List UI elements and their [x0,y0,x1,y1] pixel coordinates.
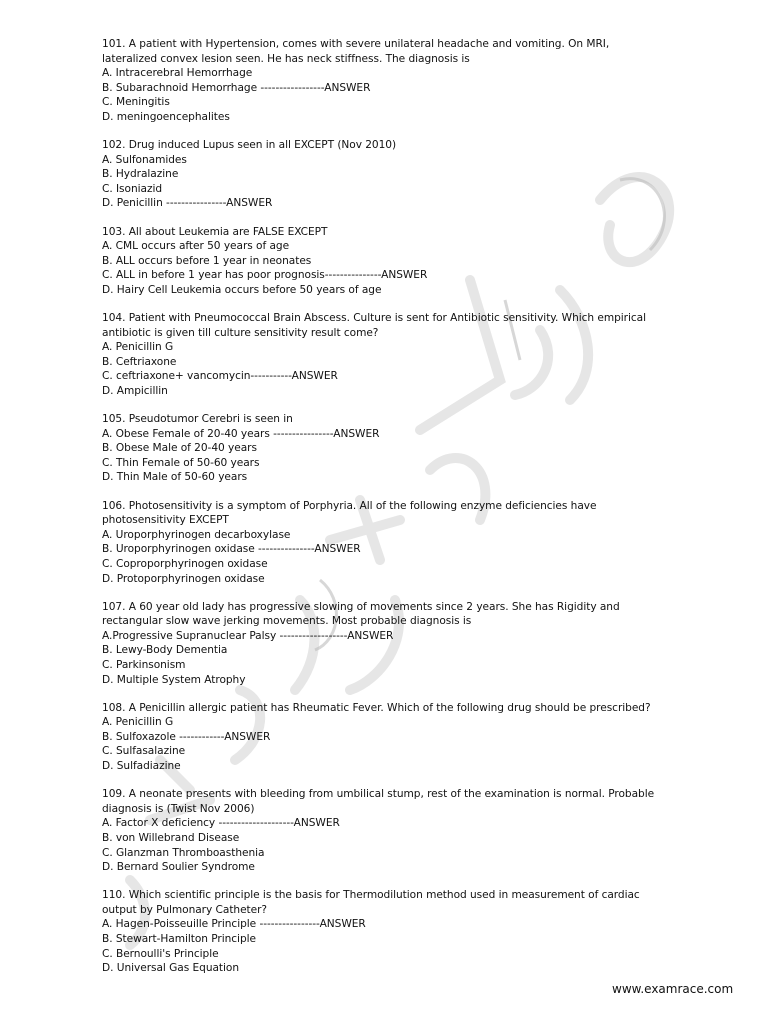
question-text: photosensitivity EXCEPT [102,514,229,527]
question-104 [102,311,702,399]
option-a: A. CML occurs after 50 years of age [102,240,290,253]
option-a: A. Obese Female of 20-40 years ----------------ANSWER [102,427,380,440]
question-text: 107. A 60 year old lady has progressive slowing of movements since 2 years. She has Rigidity and [102,600,620,613]
question-110 [102,888,702,976]
option-d: D. Bernard Soulier Syndrome [102,861,255,874]
option-c: C. ceftriaxone+ vancomycin-----------ANSWER [102,370,338,383]
question-105 [102,412,702,485]
question-101 [102,37,702,125]
option-b: B. Hydralazine [102,168,179,181]
option-d: D. Thin Male of 50-60 years [102,471,248,484]
option-d: D. Universal Gas Equation [102,962,240,975]
option-a: A. Sulfonamides [102,153,187,166]
option-b: B. Uroporphyrinogen oxidase ---------------ANSWER [102,543,361,556]
question-106 [102,499,702,587]
option-d: D. Sulfadiazine [102,760,181,773]
question-text: 104. Patient with Pneumococcal Brain Abscess. Culture is sent for Antibiotic sensitivity. Which empirical [102,312,646,324]
option-c: C. Parkinsonism [102,658,186,671]
option-d: D. Hairy Cell Leukemia occurs before 50 years of age [102,283,382,296]
option-d: D. Ampicillin [102,384,168,397]
option-c: C. Glanzman Thromboasthenia [102,846,265,859]
option-b: B. Subarachnoid Hemorrhage -----------------ANSWER [102,81,371,94]
question-text: 103. All about Leukemia are FALSE EXCEPT [102,225,328,238]
option-a: A.Progressive Supranuclear Palsy ------------------ANSWER [102,629,394,642]
option-d: D. Multiple System Atrophy [102,673,246,686]
question-text: 101. A patient with Hypertension, comes with severe unilateral headache and vomiting. On MRI, [102,38,610,50]
question-103 [102,225,702,298]
option-b: B. Obese Male of 20-40 years [102,442,257,455]
question-text: antibiotic is given till culture sensitivity result come? [102,326,379,339]
option-d: D. meningoencephalites [102,110,230,123]
option-c: C. Thin Female of 50-60 years [102,456,260,469]
question-text: 108. A Penicillin allergic patient has Rheumatic Fever. Which of the following drug should be prescribed? [102,701,651,714]
question-109 [102,787,702,875]
question-list [102,37,702,989]
option-a: A. Intracerebral Hemorrhage [102,67,253,80]
option-d: D. Protoporphyrinogen oxidase [102,572,265,585]
question-text: lateralized convex lesion seen. He has neck stiffness. The diagnosis is [102,52,470,65]
option-a: A. Factor X deficiency --------------------ANSWER [102,817,340,830]
option-a: A. Penicillin G [102,716,174,729]
question-text: 109. A neonate presents with bleeding from umbilical stump, rest of the examination is normal. Probable [102,788,655,801]
option-c: C. Isoniazid [102,182,163,195]
option-c: C. ALL in before 1 year has poor prognosis---------------ANSWER [102,269,428,282]
option-a: A. Uroporphyrinogen decarboxylase [102,528,291,541]
option-d: D. Penicillin ----------------ANSWER [102,197,273,210]
question-text: 102. Drug induced Lupus seen in all EXCEPT (Nov 2010) [102,139,397,152]
option-c: C. Bernoulli's Principle [102,947,219,960]
option-c: C. Sulfasalazine [102,745,186,758]
question-text: 105. Pseudotumor Cerebri is seen in [102,413,293,426]
question-text: 106. Photosensitivity is a symptom of Porphyria. All of the following enzyme deficiencies have [102,499,597,512]
option-b: B. ALL occurs before 1 year in neonates [102,254,312,267]
question-text: diagnosis is (Twist Nov 2006) [102,802,255,815]
question-text: output by Pulmonary Catheter? [102,903,268,916]
option-a: A. Penicillin G [102,341,174,354]
question-102 [102,138,702,211]
option-b: B. Ceftriaxone [102,355,177,368]
option-c: C. Meningitis [102,96,170,109]
option-b: B. von Willebrand Disease [102,831,240,844]
option-b: B. Sulfoxazole ------------ANSWER [102,730,271,743]
option-b: B. Stewart-Hamilton Principle [102,932,256,945]
option-c: C. Coproporphyrinogen oxidase [102,557,268,570]
question-108 [102,701,702,774]
question-text: rectangular slow wave jerking movements. Most probable diagnosis is [102,615,472,628]
question-107 [102,600,702,688]
option-b: B. Lewy-Body Dementia [102,644,228,657]
question-text: 110. Which scientific principle is the basis for Thermodilution method used in measurement of cardiac [102,889,640,902]
option-a: A. Hagen-Poisseuille Principle ----------------ANSWER [102,918,366,931]
website-footer: www.examrace.com [612,982,734,996]
